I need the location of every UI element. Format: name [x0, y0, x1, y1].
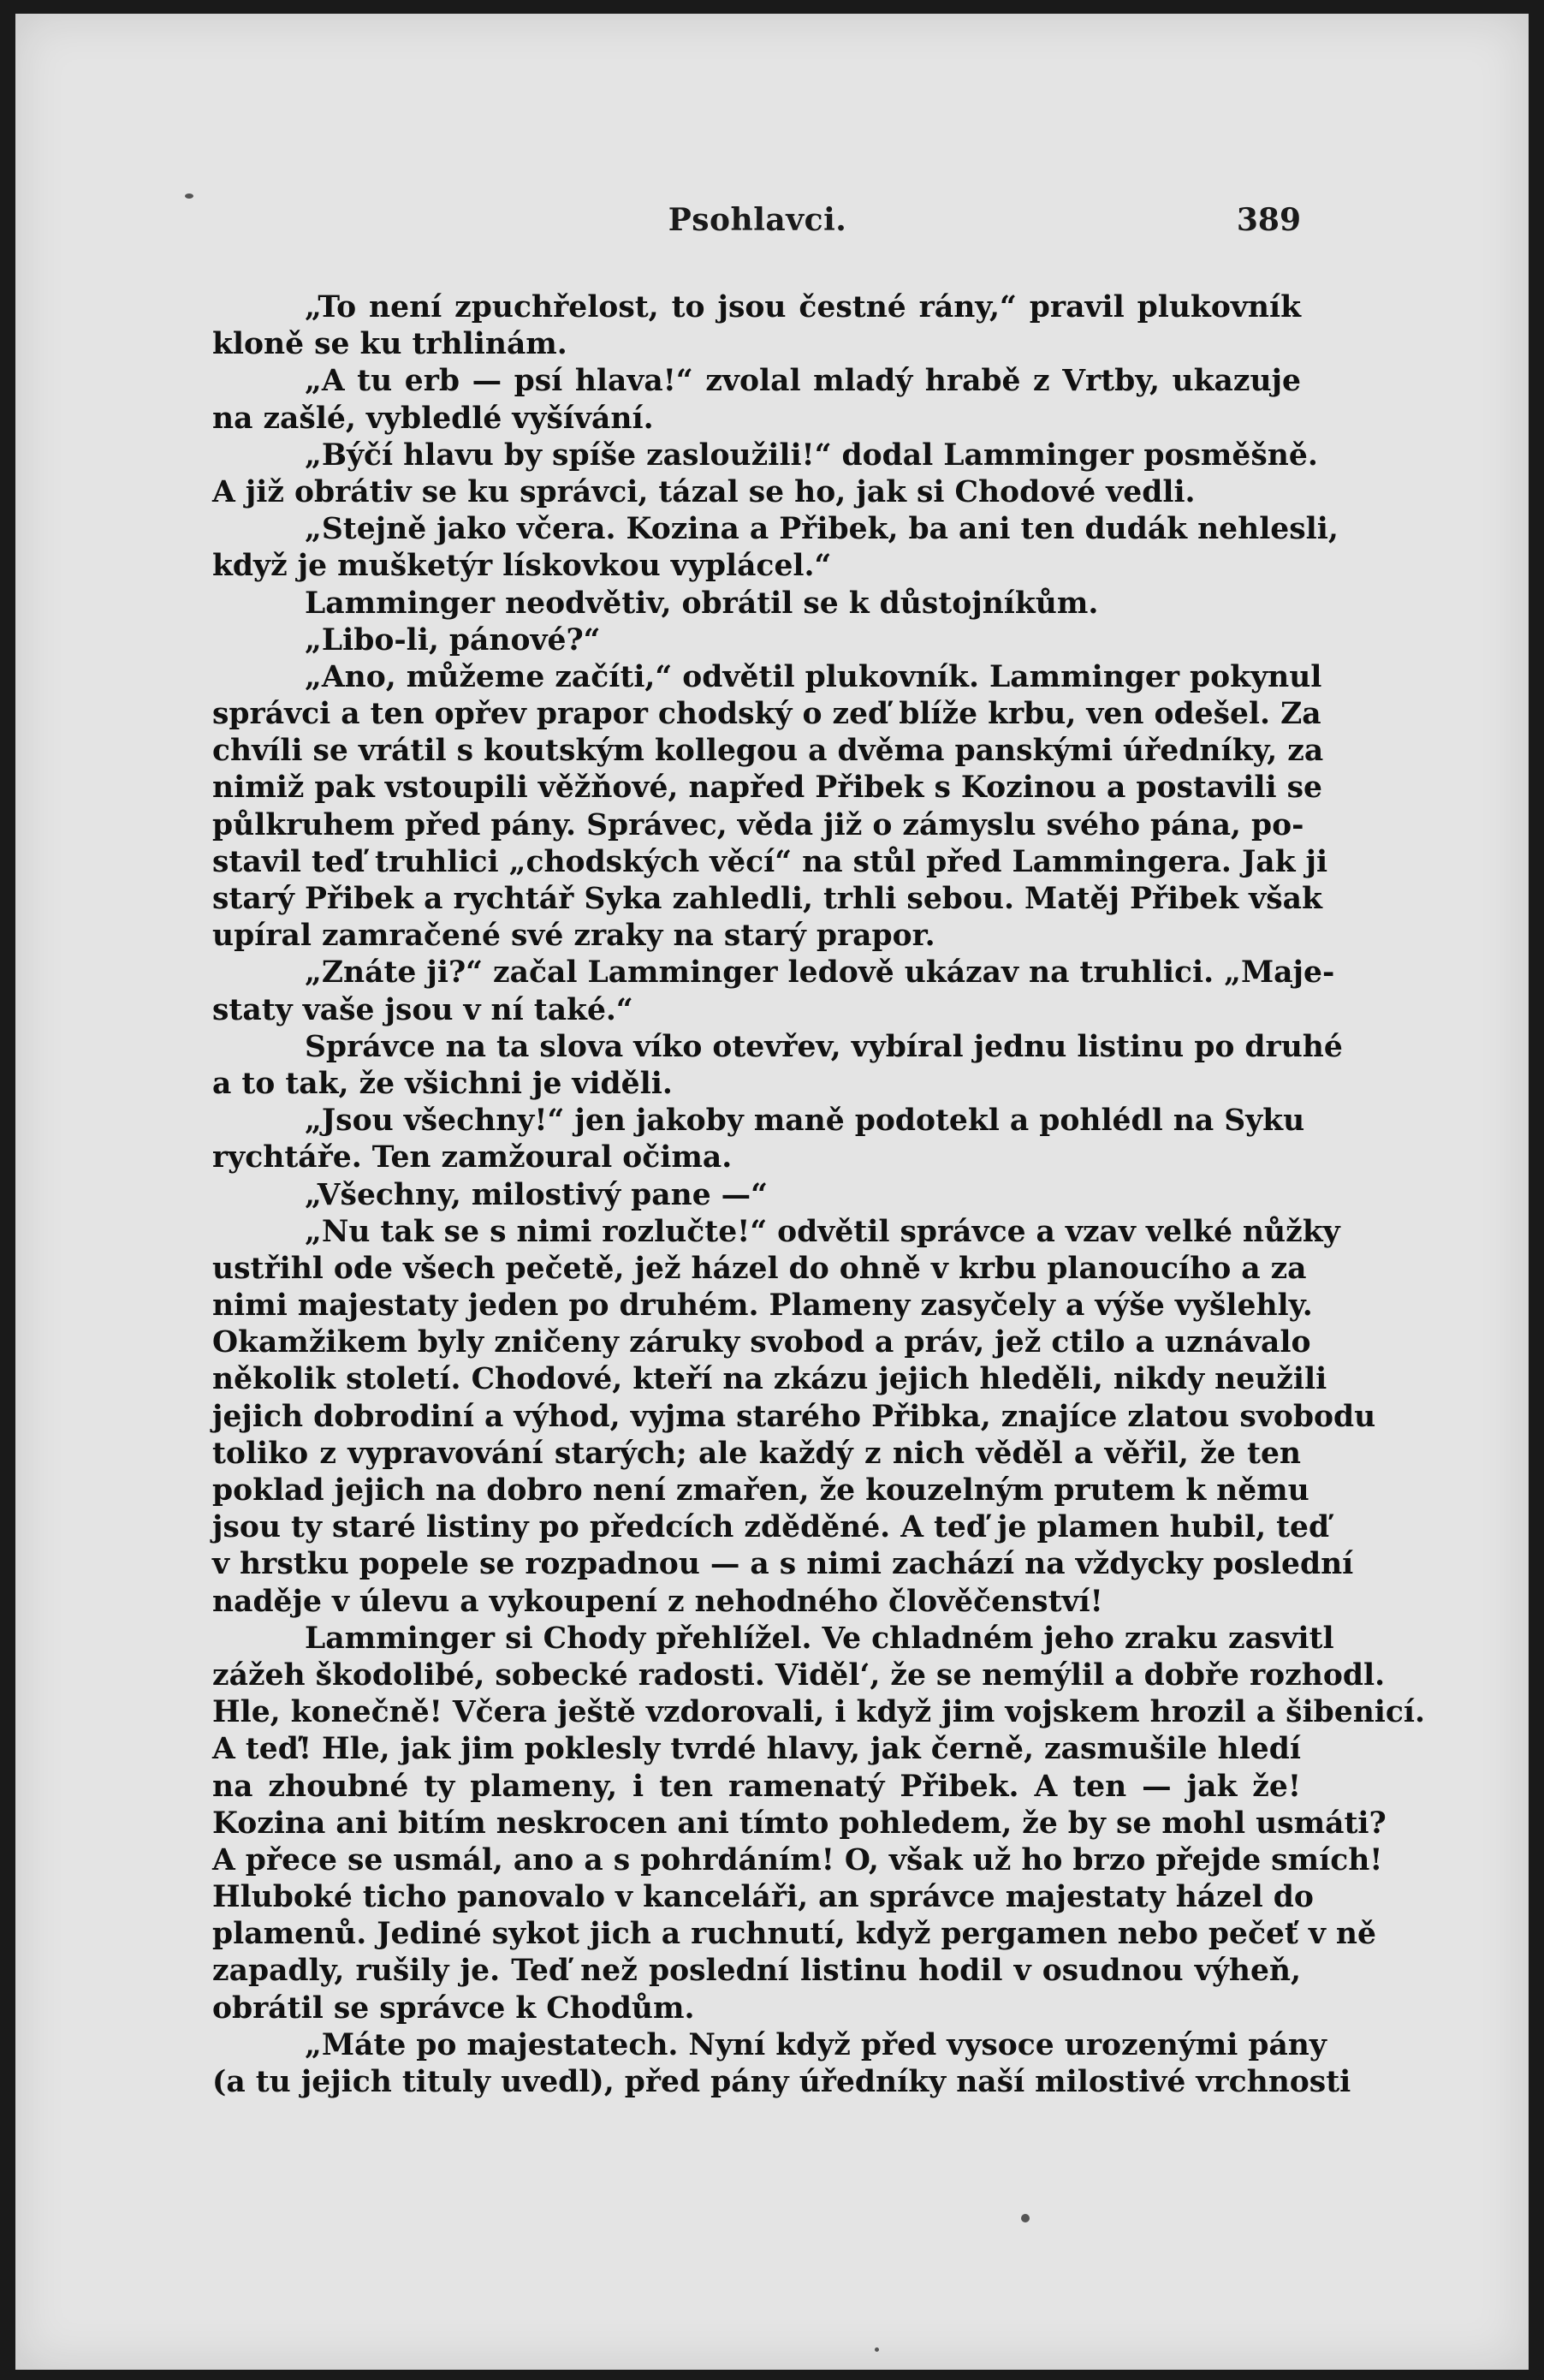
text-line: naděje v úlevu a vykoupení z nehodného člověčenství! — [212, 1584, 1103, 1619]
text-line: Okamžikem byly zničeny záruky svobod a práv, jež ctilo a uznávalo — [212, 1325, 1311, 1360]
text-line: starý Přibek a rychtář Syka zahledli, trhli sebou. Matěj Přibek však — [212, 882, 1322, 916]
text-line: kloně se ku trhlinám. — [212, 327, 567, 362]
text-line: A teď! Hle, jak jim poklesly tvrdé hlavy, jak černě, zasmušile hledí — [212, 1732, 1301, 1767]
text-line: zapadly, rušily je. Teď než poslední listinu hodil v osudnou výheň, — [212, 1954, 1301, 1989]
text-line: (a tu jejich tituly uvedl), před pány úředníky naší milostivé vrchnosti — [212, 2065, 1351, 2099]
text-line: a to tak, že všichni je viděli. — [212, 1066, 673, 1101]
text-line: poklad jejich na dobro není zmařen, že kouzelným prutem k němu — [212, 1473, 1309, 1508]
text-line: na zhoubné ty plameny, i ten ramenatý Přibek. A ten — jak že! — [212, 1769, 1301, 1804]
text-line: Správce na ta slova víko otevřev, vybíral jednu listinu po druhé — [305, 1029, 1343, 1064]
text-line: nimiž pak vstoupili věžňové, napřed Přibek s Kozinou a postavili se — [212, 771, 1323, 806]
text-line: nimi majestaty jeden po druhém. Plameny zasyčely a výše vyšlehly. — [212, 1288, 1313, 1324]
text-line: v hrstku popele se rozpadnou — a s nimi zachází na vždycky poslední — [212, 1547, 1354, 1582]
text-line: A přece se usmál, ano a s pohrdáním! O, však už ho brzo přejde smích! — [212, 1842, 1383, 1877]
body-text — [212, 289, 1426, 2101]
text-line: „Máte po majestatech. Nyní když před vysoce urozenými pány — [305, 2027, 1327, 2062]
running-title: Psohlavci. — [668, 202, 847, 238]
text-line: „Všechny, milostivý pane —“ — [305, 1177, 769, 1212]
text-line: když je mušketýr lískovkou vyplácel.“ — [212, 549, 832, 584]
text-line: „Nu tak se s nimi rozlučte!“ odvětil správce a vzav velké nůžky — [305, 1214, 1340, 1249]
text-line: zážeh škodolibé, sobecké radosti. Viděl‘, že se nemýlil a dobře rozhodl. — [212, 1657, 1386, 1693]
text-line: půlkruhem před pány. Správec, věda již o zámyslu svého pána, po- — [212, 807, 1304, 842]
text-line: „A tu erb — psí hlava!“ zvolal mladý hrabě z Vrtby, ukazuje — [305, 364, 1301, 399]
text-line: „To není zpuchřelost, to jsou čestné rány,“ pravil plukovník — [305, 290, 1301, 324]
page-header — [214, 202, 1301, 253]
text-line: jejich dobrodiní a výhod, vyjma starého Přibka, znajíce zlatou svobodu — [212, 1399, 1376, 1434]
text-line: jsou ty staré listiny po předcích zděděné. A teď je plamen hubil, teď — [212, 1510, 1330, 1545]
text-line: upíral zamračené své zraky na starý prapor. — [212, 919, 935, 954]
text-line: „Stejně jako včera. Kozina a Přibek, ba ani ten dudák nehlesli, — [305, 512, 1339, 547]
text-line: správci a ten opřev prapor chodský o zeď blíže krbu, ven odešel. Za — [212, 697, 1321, 732]
text-line: několik století. Chodové, kteří na zkázu jejich hleděli, nikdy neužili — [212, 1362, 1327, 1397]
text-line: rychtáře. Ten zamžoural očima. — [212, 1140, 733, 1175]
text-line: plamenů. Jediné sykot jich a ruchnutí, když pergamen nebo pečeť v ně — [212, 1917, 1376, 1952]
ink-spot — [185, 193, 193, 199]
page-number: 389 — [1236, 202, 1301, 238]
text-line: toliko z vypravování starých; ale každý z nich věděl a věřil, že ten — [212, 1436, 1301, 1471]
text-line: Lamminger neodvětiv, obrátil se k důstojníkům. — [305, 586, 1099, 621]
text-line: na zašlé, vybledlé vyšívání. — [212, 401, 654, 436]
text-line: Kozina ani bitím neskrocen ani tímto pohledem, že by se mohl usmáti? — [212, 1806, 1387, 1841]
text-line: „Jsou všechny!“ jen jakoby maně podotekl a pohlédl na Syku — [305, 1104, 1305, 1139]
text-line: chvíli se vrátil s koutským kollegou a dvěma panskými úředníky, za — [212, 734, 1324, 769]
text-line: Lamminger si Chody přehlížel. Ve chladném jeho zraku zasvitl — [305, 1621, 1334, 1656]
text-line: ustřihl ode všech pečetě, jež házel do ohně v krbu planoucího a za — [212, 1251, 1307, 1286]
text-line: stavil teď truhlici „chodských věcí“ na stůl před Lammingera. Jak ji — [212, 844, 1328, 879]
text-line: Hluboké ticho panovalo v kanceláři, an správce majestaty házel do — [212, 1880, 1314, 1915]
text-line: „Znáte ji?“ začal Lamminger ledově ukázav na truhlici. „Maje- — [305, 955, 1335, 991]
text-line: „Ano, můžeme začíti,“ odvětil plukovník. Lamminger pokynul — [305, 659, 1322, 694]
ink-spot — [875, 2347, 879, 2352]
text-line: staty vaše jsou v ní také.“ — [212, 992, 633, 1027]
text-line: A již obrátiv se ku správci, tázal se ho, jak si Chodové vedli. — [212, 474, 1196, 509]
text-line: obrátil se správce k Chodům. — [212, 1990, 695, 2026]
text-line: Hle, konečně! Včera ještě vzdorovali, i když jim vojskem hrozil a šibenicí. — [212, 1695, 1426, 1730]
text-line: „Býčí hlavu by spíše zasloužili!“ dodal Lamminger posměšně. — [305, 437, 1318, 473]
text-line: „Libo-li, pánové?“ — [305, 622, 601, 657]
ink-spot — [1021, 2214, 1030, 2222]
